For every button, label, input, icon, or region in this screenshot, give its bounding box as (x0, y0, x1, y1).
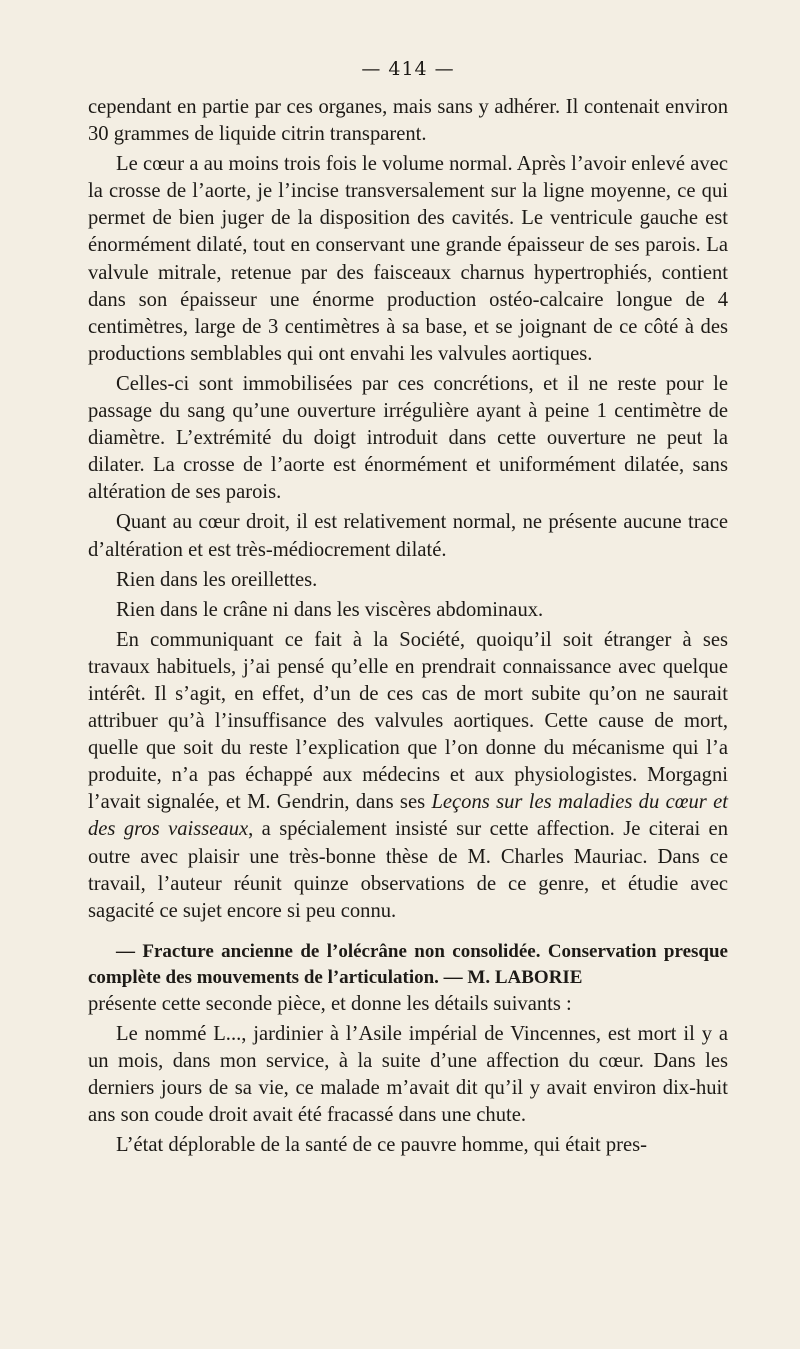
page-number: — 414 — (361, 58, 455, 80)
paragraph-8: Le nommé L..., jardinier à l’Asile impérial de Vincennes, est mort il y a un mois, dans mon service, à la suite d’une affection du cœur. Dans les derniers jours de sa vie, ce malade m’avait dit qu’il y avait environ dix-huit ans son coude droit avait été fracassé dans une chute. (88, 1022, 728, 1127)
paragraph-7 (88, 627, 728, 925)
page (88, 58, 728, 1162)
paragraph-1: cependant en partie par ces organes, mais sans y adhérer. Il contenait environ 30 grammes de liquide citrin transparent. (88, 96, 728, 146)
paragraph-7-text-a: En communiquant ce fait à la Société, quoiqu’il soit étranger à ses travaux habituels, j’ai pensé qu’elle en prendrait connaissance avec quelque intérêt. Il s’agit, en effet, d’un de ces cas de mort subite qu’on ne saurait attribuer qu’à l’insuffisance des valvules aortiques. Cette cause de mort, quelle que soit du reste l’explication que l’on donne du mécanisme qui l’a produite, n’a pas échappé aux médecins et aux physiologistes. Morgagni l’avait signalée, et M. Gendrin, dans ses (88, 628, 728, 814)
section-heading-continuation: présente cette seconde pièce, et donne les détails suivants : (88, 992, 572, 1015)
section-heading: — Fracture ancienne de l’olécrâne non consolidée. Conservation presque complète des mouvements de l’articulation. — M. LABORIE (88, 940, 728, 988)
paragraph-4: Quant au cœur droit, il est relativement normal, ne présente aucune trace d’altération et est très-médiocrement dilaté. (88, 511, 728, 561)
paragraph-3: Celles-ci sont immobilisées par ces concrétions, et il ne reste pour le passage du sang qu’une ouverture irrégulière ayant à peine 1 centimètre de diamètre. L’extrémité du doigt introduit dans cette ouverture ne peut la dilater. La crosse de l’aorte est énormément et uniformément dilatée, sans altération de ses parois. (88, 372, 728, 504)
paragraph-6: Rien dans le crâne ni dans les viscères abdominaux. (116, 598, 544, 621)
paragraph-2: Le cœur a au moins trois fois le volume normal. Après l’avoir enlevé avec la crosse de l’aorte, je l’incise transversalement sur la ligne moyenne, ce qui permet de bien juger de la disposition des cavités. Le ventricule gauche est énormément dilaté, tout en conservant une grande épaisseur de ses parois. La valvule mitrale, retenue par des faisceaux charnus hypertrophiés, contient dans son épaisseur une énorme production ostéo-calcaire longue de 4 centimètres, large de 3 centimètres à sa base, et se joignant de ce côté à des productions semblables qui ont envahi les valvules aortiques. (88, 153, 728, 365)
paragraph-9: L’état déplorable de la santé de ce pauvre homme, qui était pres- (116, 1134, 648, 1157)
book-title-italic: Leçons sur les maladies du cœur et des gros vaisseaux (88, 791, 728, 841)
paragraph-7-text-b: , a spécialement insisté sur cette affection. Je citerai en outre avec plaisir une très-bonne thèse de M. Charles Mauriac. Dans ce travail, l’auteur réunit quinze observations de ce genre, et étudie avec sagacité ce sujet encore si peu connu. (88, 818, 728, 922)
paragraph-5: Rien dans les oreillettes. (116, 568, 318, 591)
